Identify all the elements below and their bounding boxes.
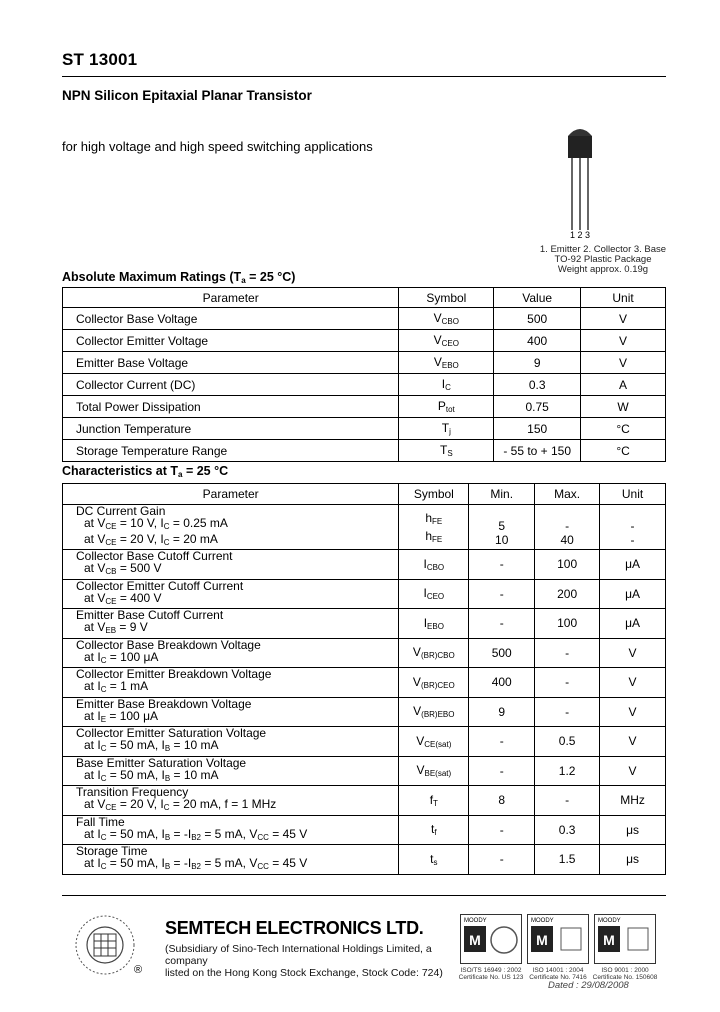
characteristics-row (63, 815, 666, 845)
param-cell (63, 609, 399, 639)
condition-line: at $I_E = 100$ μA (84, 708, 158, 724)
subsidiary-line-2: listed on the Hong Kong Stock Exchange, Stock Code: 724) (165, 967, 443, 979)
param-name: Collector Base Breakdown Voltage (76, 637, 261, 652)
svg-text:M: M (536, 932, 548, 948)
unit-cell: μA (600, 579, 666, 609)
value-cell: 500 (494, 308, 581, 330)
symbol-cell (399, 505, 469, 550)
symbol-cell: $V_{(BR)CEO}$ (399, 668, 469, 698)
moody-cert-icon (594, 914, 656, 964)
cert-3-text: ISO 9001 : 2000 Certificate No. 150608 (592, 967, 658, 981)
datasheet-title: ST 13001 (62, 50, 138, 69)
cert-1-text: ISO/TS 16949 : 2002 Certificate No. US 123 (458, 967, 524, 981)
symbol-sub: S (447, 449, 453, 458)
unit-cell: μA (600, 609, 666, 639)
value-cell: 9 (494, 352, 581, 374)
param-cell: Collector Emitter Voltage (63, 330, 399, 352)
symbol-cell (399, 418, 494, 440)
param-cell: Emitter Base Voltage (63, 352, 399, 374)
value-cell: 150 (494, 418, 581, 440)
param-name: Storage Time (76, 844, 148, 859)
symbol-sub: CEO (441, 339, 459, 348)
max-cell: 0.5 (535, 727, 600, 757)
characteristics-table (62, 483, 666, 875)
param-name: Collector Emitter Saturation Voltage (76, 726, 267, 741)
cert-badge-2 (527, 914, 589, 964)
header-unit: Unit (581, 288, 666, 308)
min-cell: 400 (469, 668, 535, 698)
unit-cell: A (581, 374, 666, 396)
value-cell: 0.75 (494, 396, 581, 418)
datasheet-subtitle: NPN Silicon Epitaxial Planar Transistor (62, 88, 312, 103)
symbol-cell: $V_{BE(sat)}$ (399, 756, 469, 786)
characteristics-row (63, 579, 666, 609)
abs-max-row (63, 352, 666, 374)
svg-text:MOODY: MOODY (464, 918, 487, 924)
abs-max-row (63, 396, 666, 418)
header-unit: Unit (600, 484, 666, 505)
condition-line: at $V_{CE} = 400$ V (84, 590, 162, 606)
param-cell: Collector Base Voltage (63, 308, 399, 330)
param-cell: Collector Current (DC) (63, 374, 399, 396)
max-cell: - (535, 668, 600, 698)
param-cell (63, 697, 399, 727)
symbol-main: V (433, 311, 442, 325)
param-cell: Storage Temperature Range (63, 440, 399, 462)
condition-line: at $V_{CE} = 20$ V, $I_C = 20$ mA (84, 532, 218, 547)
symbol-line: $h_{FE}$ (425, 511, 443, 526)
param-cell (63, 815, 399, 845)
symbol-cell: $f_T$ (399, 786, 469, 816)
moody-cert-icon (527, 914, 589, 964)
subsidiary-note (165, 943, 455, 979)
condition-line: at $I_C = 1$ mA (84, 679, 149, 695)
abs-max-row (63, 440, 666, 462)
header-max: Max. (535, 484, 600, 505)
unit-cell: MHz (600, 786, 666, 816)
symbol-sub: j (449, 427, 451, 436)
min-cell: - (469, 727, 535, 757)
value-cell: 400 (494, 330, 581, 352)
value-cell: - 55 to + 150 (494, 440, 581, 462)
package-name: TO-92 Plastic Package (554, 254, 652, 265)
symbol-cell (399, 396, 494, 418)
min-cell: - (469, 579, 535, 609)
characteristics-row (63, 638, 666, 668)
condition-line: at $I_C = 50$ mA, $I_B = 10$ mA (84, 767, 219, 783)
svg-text:M: M (603, 932, 615, 948)
characteristics-row (63, 756, 666, 786)
param-cell: Junction Temperature (63, 418, 399, 440)
min-cell: - (469, 609, 535, 639)
max-cell: 1.2 (535, 756, 600, 786)
condition-line: at $I_C = 50$ mA, $I_B = 10$ mA (84, 738, 219, 754)
characteristics-title: Characteristics at $T_a = 25$ °C (62, 464, 229, 479)
param-name: Fall Time (76, 814, 125, 829)
param-cell (63, 668, 399, 698)
svg-text:MOODY: MOODY (531, 918, 554, 924)
symbol-cell: $V_{CE(sat)}$ (399, 727, 469, 757)
max-cell: 200 (535, 579, 600, 609)
footer-divider (62, 895, 666, 896)
header-symbol: Symbol (399, 484, 469, 505)
symbol-cell (399, 374, 494, 396)
characteristics-row (63, 550, 666, 580)
max-cell: 1.5 (535, 845, 600, 875)
symbol-cell (399, 330, 494, 352)
header-min: Min. (469, 484, 535, 505)
unit-cell: V (600, 756, 666, 786)
condition-line: at $I_C = 50$ mA, $I_B = -I_{B2} = 5$ mA, $V_{CC} = 45$ V (84, 856, 308, 872)
package-face-icon (568, 136, 592, 158)
header-parameter: Parameter (63, 288, 399, 308)
symbol-main: P (437, 399, 446, 413)
condition-line: at $V_{EB} = 9$ V (84, 620, 148, 636)
condition-line: at $V_{CE} = 20$ V, $I_C = 20$ mA, f = 1 MHz (84, 797, 277, 813)
max-cell: 0.3 (535, 815, 600, 845)
cert-badge-3 (594, 914, 656, 964)
svg-text:M: M (469, 932, 481, 948)
unit-cell: W (581, 396, 666, 418)
unit-cell: μs (600, 845, 666, 875)
abs-max-table (62, 287, 666, 462)
value-cell: 0.3 (494, 374, 581, 396)
condition-line: at $V_{CE} = 10$ V, $I_C = 0.25$ mA (84, 516, 228, 531)
symbol-cell: $V_{(BR)CBO}$ (399, 638, 469, 668)
min-cell: 5 10 (469, 505, 535, 550)
param-name: Emitter Base Cutoff Current (76, 608, 224, 623)
symbol-sub: tot (445, 405, 455, 414)
abs-max-title: Absolute Maximum Ratings ($T_a = 25$ °C) (62, 270, 296, 285)
pin-assignment: 1. Emitter 2. Collector 3. Base (539, 244, 667, 255)
company-name: SEMTECH ELECTRONICS LTD. (165, 918, 424, 938)
param-cell (63, 756, 399, 786)
max-cell: - 40 (535, 505, 600, 550)
symbol-cell: $V_{(BR)EBO}$ (399, 697, 469, 727)
param-name: Collector Base Cutoff Current (76, 549, 233, 564)
param-name: Transition Frequency (76, 785, 189, 800)
param-cell (63, 845, 399, 875)
dated: Dated : 29/08/2008 (548, 980, 629, 991)
subsidiary-line-1: (Subsidiary of Sino-Tech International Holdings Limited, a company (165, 943, 432, 967)
condition-line: at $V_{CB} = 500$ V (84, 561, 162, 577)
param-cell (63, 786, 399, 816)
max-cell: - (535, 638, 600, 668)
abs-max-row (63, 418, 666, 440)
unit-cell: V (581, 352, 666, 374)
symbol-main: I (441, 377, 446, 391)
param-cell: Total Power Dissipation (63, 396, 399, 418)
max-cell: - (535, 786, 600, 816)
param-cell (63, 579, 399, 609)
characteristics-row (63, 845, 666, 875)
abs-max-row (63, 308, 666, 330)
unit-cell: V (600, 638, 666, 668)
param-name: Collector Emitter Breakdown Voltage (76, 667, 272, 682)
symbol-main: T (441, 421, 450, 435)
symbol-main: T (439, 443, 448, 457)
param-name: Collector Emitter Cutoff Current (76, 578, 244, 593)
semtech-logo-icon (74, 914, 136, 976)
header-symbol: Symbol (399, 288, 494, 308)
symbol-cell (399, 352, 494, 374)
characteristics-row (63, 505, 666, 550)
param-name: Base Emitter Saturation Voltage (76, 755, 247, 770)
package-weight: Weight approx. 0.19g (557, 264, 649, 275)
unit-cell: μs (600, 815, 666, 845)
min-cell: 500 (469, 638, 535, 668)
title-divider (62, 76, 666, 77)
symbol-sub: CBO (441, 317, 459, 326)
param-cell (63, 638, 399, 668)
characteristics-row (63, 609, 666, 639)
param-name: Emitter Base Breakdown Voltage (76, 696, 252, 711)
header-parameter: Parameter (63, 484, 399, 505)
min-cell: 8 (469, 786, 535, 816)
pin-numbers: 1 2 3 (569, 230, 591, 240)
max-cell: 100 (535, 609, 600, 639)
unit-cell: - - (600, 505, 666, 550)
symbol-cell: $t_s$ (399, 845, 469, 875)
symbol-cell: $I_{EBO}$ (399, 609, 469, 639)
abs-max-header-row (63, 288, 666, 308)
min-cell: - (469, 550, 535, 580)
symbol-cell (399, 308, 494, 330)
unit-cell: °C (581, 418, 666, 440)
cert-2-text: ISO 14001 : 2004 Certificate No. 7416 (529, 967, 587, 981)
application-description: for high voltage and high speed switching applications (62, 139, 373, 154)
max-cell: - (535, 697, 600, 727)
min-cell: - (469, 845, 535, 875)
characteristics-header-row (63, 484, 666, 505)
symbol-main: V (433, 355, 442, 369)
unit-cell: μA (600, 550, 666, 580)
symbol-main: V (433, 333, 442, 347)
svg-text:MOODY: MOODY (598, 918, 621, 924)
symbol-cell: $I_{CBO}$ (399, 550, 469, 580)
symbol-line: $h_{FE}$ (425, 529, 443, 544)
max-cell: 100 (535, 550, 600, 580)
symbol-sub: EBO (441, 361, 459, 370)
unit-cell: V (600, 727, 666, 757)
param-cell (63, 550, 399, 580)
min-cell: - (469, 815, 535, 845)
unit-cell: V (600, 697, 666, 727)
header-value: Value (494, 288, 581, 308)
abs-max-row (63, 374, 666, 396)
min-cell: - (469, 756, 535, 786)
param-cell (63, 505, 399, 550)
abs-max-row (63, 330, 666, 352)
unit-cell: V (581, 308, 666, 330)
unit-cell: V (600, 668, 666, 698)
characteristics-row (63, 668, 666, 698)
param-name: DC Current Gain (76, 504, 166, 518)
condition-line: at $I_C = 50$ mA, $I_B = -I_{B2} = 5$ mA, $V_{CC} = 45$ V (84, 826, 308, 842)
cert-badge-1 (460, 914, 522, 964)
characteristics-row (63, 786, 666, 816)
characteristics-row (63, 727, 666, 757)
symbol-cell: $I_{CEO}$ (399, 579, 469, 609)
symbol-cell (399, 440, 494, 462)
moody-cert-icon (460, 914, 522, 964)
symbol-cell: $t_f$ (399, 815, 469, 845)
characteristics-row (63, 697, 666, 727)
condition-line: at $I_C = 100$ μA (84, 649, 159, 665)
registered-mark: ® (134, 964, 143, 976)
unit-cell: V (581, 330, 666, 352)
min-cell: 9 (469, 697, 535, 727)
symbol-sub: C (445, 383, 451, 392)
unit-cell: °C (581, 440, 666, 462)
param-cell (63, 727, 399, 757)
